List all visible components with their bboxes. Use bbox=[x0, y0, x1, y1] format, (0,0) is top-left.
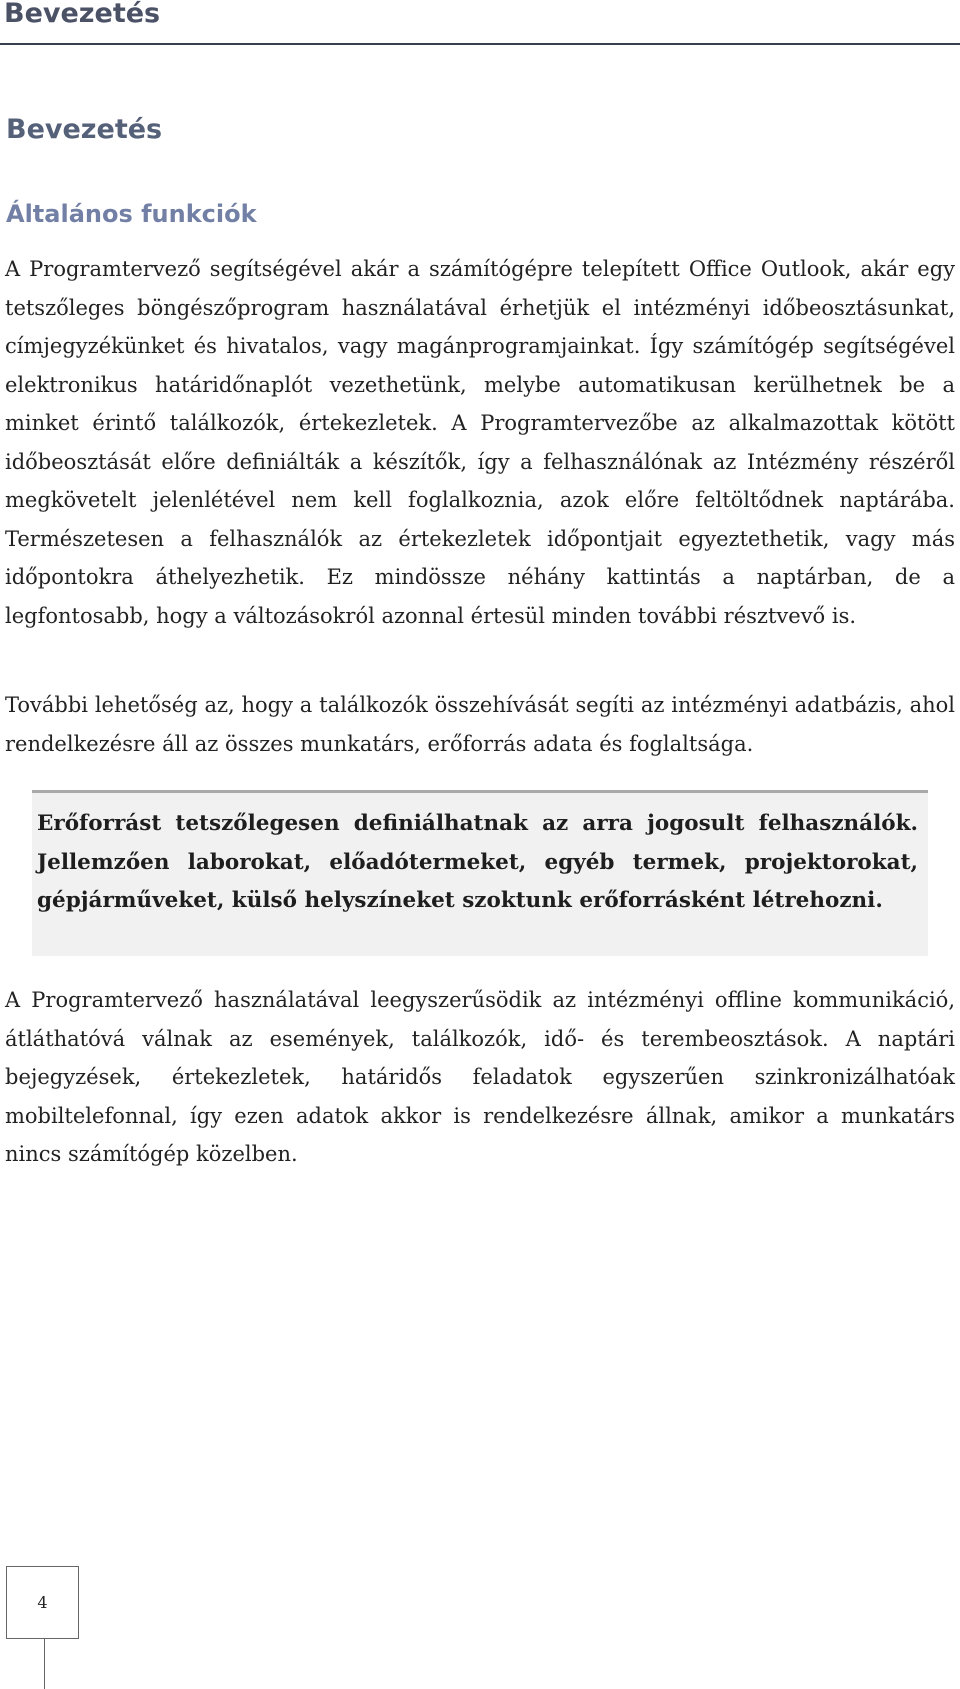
section-title: Bevezetés bbox=[6, 114, 163, 145]
paragraph-summary: A Programtervező használatával leegyszerűsödik az intézményi offline kommunikáció, átláthatóvá válnak az események, találkozók, idő- és terembeosztások. A naptári bejegyzések, értekezletek, határidős feladatok egyszerűen szinkronizálhatóak mobiltelefonnal, így ezen adatok akkor is rendelkezésre állnak, amikor a munkatárs nincs számítógép közelben. bbox=[5, 988, 955, 1166]
running-header: Bevezetés bbox=[4, 0, 161, 29]
page-number: 4 bbox=[6, 1566, 79, 1639]
paragraph-database: További lehetőség az, hogy a találkozók összehívását segíti az intézményi adatbázis, ahol rendelkezésre áll az összes munkatárs, erőforrás adata és foglaltsága. bbox=[5, 693, 955, 756]
paragraph-intro: A Programtervező segítségével akár a számítógépre telepített Office Outlook, akár egy tetszőleges böngészőprogram használatával érhetjük el intézményi időbeosztásunkat, címjegyzékünket és hivatalos, vagy magánprogramjainkat. Így számítógép segítségével elektronikus határidőnaplót vezethetünk, melybe automatikusan kerülhetnek be a minket érintő találkozók, értekezletek. A Programtervezőbe az alkalmazottak kötött időbeosztását előre definiálták a készítők, így a felhasználónak az Intézmény részéről megkövetelt jelenlétével nem kell foglalkoznia, azok előre feltöltődnek naptárába. Természetesen a felhasználók az értekezletek időpontjait egyeztethetik, vagy más időpontokra áthelyezhetik. Ez mindössze néhány kattintás a naptárban, de a legfontosabb, hogy a változásokról azonnal értesül minden további résztvevő is. bbox=[5, 257, 955, 628]
page-number-line bbox=[44, 1639, 45, 1689]
header-rule bbox=[0, 43, 960, 45]
callout-text: Erőforrást tetszőlegesen definiálhatnak az arra jogosult felhasználók. Jellemzően laborokat, előadótermeket, egyéb termek, projektorokat, gépjárműveket, külső helyszíneket szoktunk erőforrásként létrehozni. bbox=[37, 811, 918, 913]
callout-box bbox=[32, 790, 928, 956]
subsection-title: Általános funkciók bbox=[6, 200, 257, 228]
